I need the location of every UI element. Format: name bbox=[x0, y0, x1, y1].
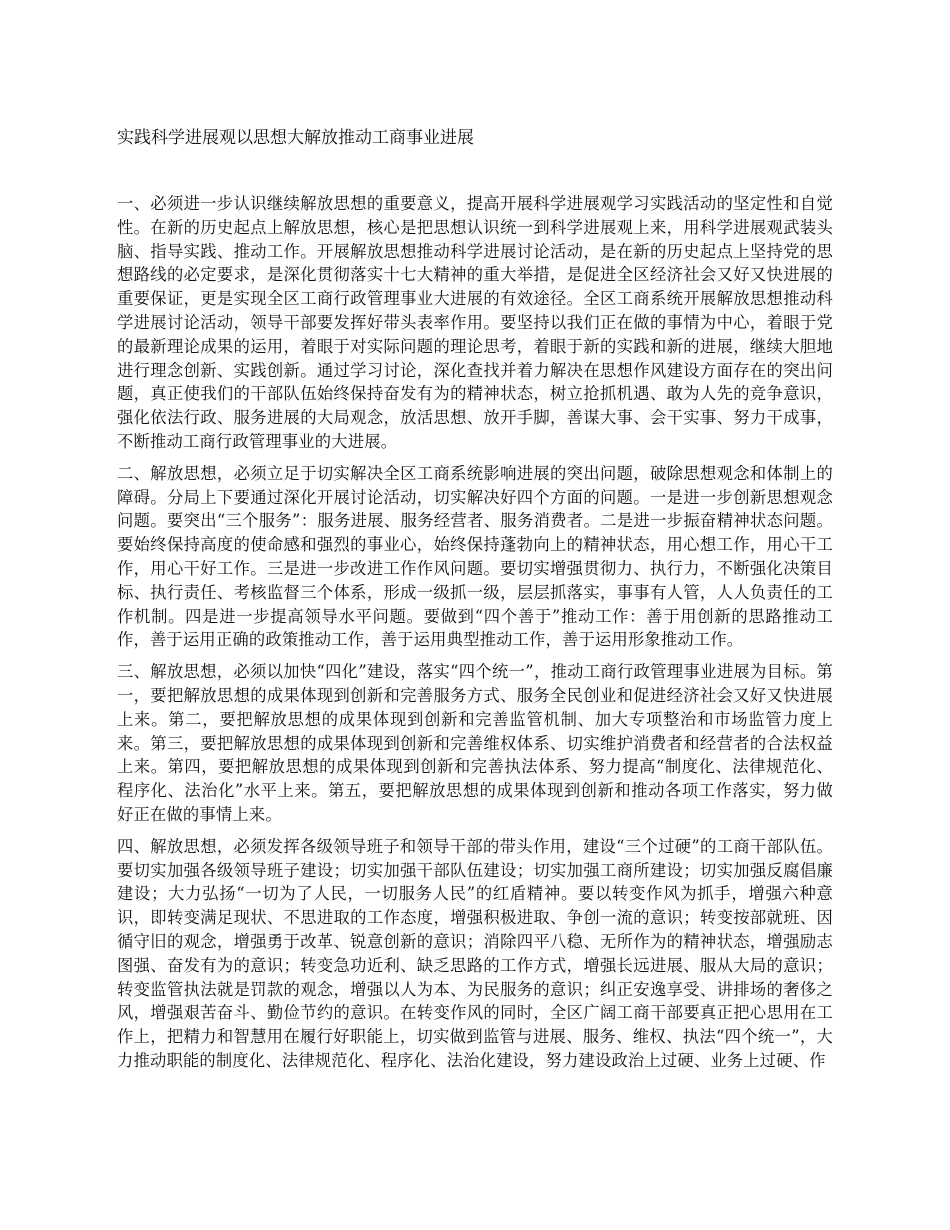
paragraph-4: 四、解放思想，必须发挥各级领导班子和领导干部的带头作用，建设“三个过硬”的工商干部队伍。要切实加强各级领导班子建设；切实加强干部队伍建设；切实加强工商所建设；切实加强反腐倡廉建设；大力弘扬“一切为了人民，一切服务人民”的红盾精神。要以转变作风为抓手，增强六种意识，即转变满足现状、不思进取的工作态度，增强积极进取、争创一流的意识；转变按部就班、因循守旧的观念，增强勇于改革、锐意创新的意识；消除四平八稳、无所作为的精神状态，增强励志图强、奋发有为的意识；转变急功近利、缺乏思路的工作方式，增强长远进展、服从大局的意识；转变监管执法就是罚款的观念，增强以人为本、为民服务的意识；纠正安逸享受、讲排场的奢侈之风，增强艰苦奋斗、勤俭节约的意识。在转变作风的同时，全区广阔工商干部要真正把心思用在工作上，把精力和智慧用在履行好职能上，切实做到监管与进展、服务、维权、执法“四个统一”，大力推动职能的制度化、法律规范化、程序化、法治化建设，努力建设政治上过硬、业务上过硬、作 bbox=[117, 836, 833, 1070]
document-body bbox=[117, 192, 833, 1081]
paragraph-2: 二、解放思想，必须立足于切实解决全区工商系统影响进展的突出问题，破除思想观念和体制上的障碍。分局上下要通过深化开展讨论活动，切实解决好四个方面的问题。一是进一步创新思想观念问题。要突出“三个服务”：服务进展、服务经营者、服务消费者。二是进一步振奋精神状态问题。要始终保持高度的使命感和强烈的事业心，始终保持蓬勃向上的精神状态，用心想工作，用心干工作，用心干好工作。三是进一步改进工作作风问题。要切实增强贯彻力、执行力，不断强化决策目标、执行责任、考核监督三个体系，形成一级抓一级，层层抓落实，事事有人管，人人负责任的工作机制。四是进一步提高领导水平问题。要做到“四个善于”推动工作：善于用创新的思路推动工作，善于运用正确的政策推动工作，善于运用典型推动工作，善于运用形象推动工作。 bbox=[117, 463, 833, 650]
document-title: 实践科学进展观以思想大解放推动工商事业进展 bbox=[117, 128, 474, 148]
paragraph-1: 一、必须进一步认识继续解放思想的重要意义，提高开展科学进展观学习实践活动的坚定性和自觉性。在新的历史起点上解放思想，核心是把思想认识统一到科学进展观上来，用科学进展观武装头脑、指导实践、推动工作。开展解放思想推动科学进展讨论活动，是在新的历史起点上坚持党的思想路线的必定要求，是深化贯彻落实十七大精神的重大举措，是促进全区经济社会又好又快进展的重要保证，更是实现全区工商行政管理事业大进展的有效途径。全区工商系统开展解放思想推动科学进展讨论活动，领导干部要发挥好带头表率作用。要坚持以我们正在做的事情为中心，着眼于党的最新理论成果的运用，着眼于对实际问题的理论思考，着眼于新的实践和新的进展，继续大胆地进行理念创新、实践创新。通过学习讨论，深化查找并着力解决在思想作风建设方面存在的突出问题，真正使我们的干部队伍始终保持奋发有为的精神状态，树立抢抓机遇、敢为人先的竞争意识，强化依法行政、服务进展的大局观念，放活思想、放开手脚，善谋大事、会干实事、努力干成事，不断推动工商行政管理事业的大进展。 bbox=[117, 194, 833, 451]
paragraph-3: 三、解放思想，必须以加快“四化”建设，落实“四个统一”，推动工商行政管理事业进展为目标。第一，要把解放思想的成果体现到创新和完善服务方式、服务全民创业和促进经济社会又好又快进展上来。第二，要把解放思想的成果体现到创新和完善监管机制、加大专项整治和市场监管力度上来。第三，要把解放思想的成果体现到创新和完善维权体系、切实维护消费者和经营者的合法权益上来。第四，要把解放思想的成果体现到创新和完善执法体系、努力提高“制度化、法律规范化、程序化、法治化”水平上来。第五，要把解放思想的成果体现到创新和推动各项工作落实，努力做好正在做的事情上来。 bbox=[117, 662, 833, 824]
